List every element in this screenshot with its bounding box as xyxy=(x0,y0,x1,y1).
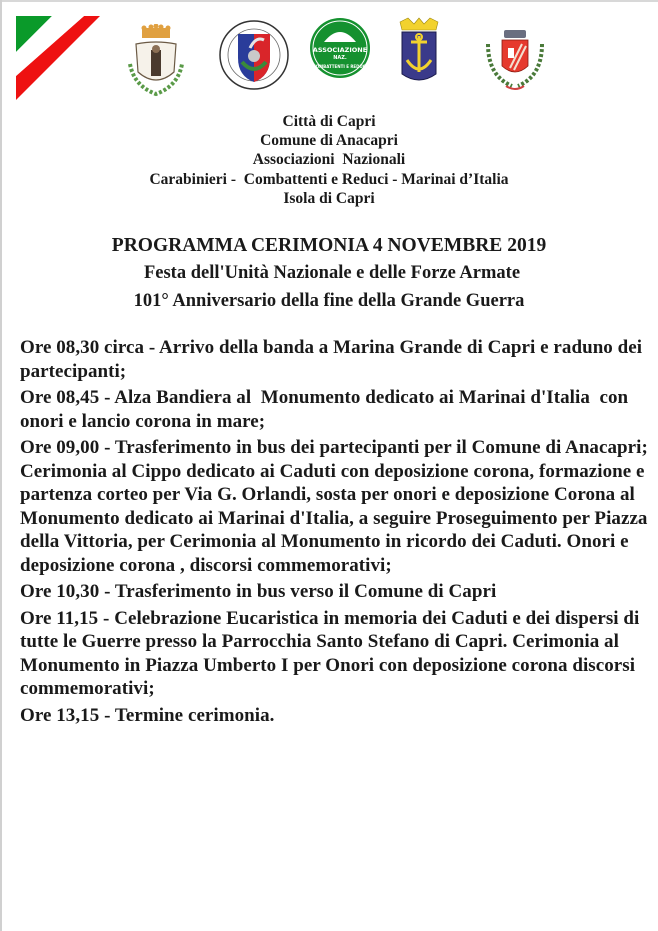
organizers-header xyxy=(0,112,658,208)
schedule-item xyxy=(20,386,650,433)
schedule-item xyxy=(20,704,650,728)
tricolore-ribbon-icon xyxy=(14,14,102,102)
schedule-time: Ore 08,30 circa xyxy=(20,337,145,358)
schedule-item xyxy=(20,436,653,577)
schedule-text: Arrivo della banda a Marina Grande di Capri e raduno dei partecipanti; xyxy=(20,337,647,382)
separator: - xyxy=(99,437,115,458)
header-line-associazioni-nazionali: Associazioni Nazionali xyxy=(252,151,406,169)
schedule-time: Ore 13,15 xyxy=(20,704,100,726)
header-line-comune-di-anacapri: Comune di Anacapri xyxy=(260,132,398,150)
schedule-text: Termine cerimonia. xyxy=(114,704,275,726)
schedule-text: Alza Bandiera al Monumento dedicato ai Marinai d'Italia con onori e lancio corona in mare; xyxy=(20,387,633,432)
schedule-time: Ore 08,45 xyxy=(20,387,100,408)
combattenti-reduci-emblem-icon xyxy=(308,16,372,80)
separator: - xyxy=(99,704,115,726)
header-line-associations-list: Carabinieri - Combattenti e Reduci - Marinai d’Italia xyxy=(149,170,509,188)
marinai-ditalia-emblem-icon xyxy=(394,16,444,88)
title-block xyxy=(0,233,658,315)
combattenti-text-3: COMBATTENTI E REDUCI xyxy=(312,64,368,69)
separator: - xyxy=(98,607,115,629)
page-border-top xyxy=(0,0,658,2)
schedule-text: Celebrazione Eucaristica in memoria dei Caduti e dei dispersi di tutte le Guerre presso la Parrocchia Santo Stefano di Capri. Cerimonia al Monumento in Piazza Umberto I per Onori con deposizione corona discorsi commemorativi; xyxy=(20,607,645,699)
stemma-capri-icon xyxy=(124,24,188,100)
schedule-item xyxy=(20,607,650,701)
page-title: PROGRAMMA CERIMONIA 4 NOVEMBRE 2019 xyxy=(111,235,547,256)
schedule-time: Ore 11,15 xyxy=(20,607,99,629)
schedule-item xyxy=(20,336,650,383)
ceremony-schedule xyxy=(20,336,653,730)
separator: - xyxy=(144,337,159,358)
schedule-text: Trasferimento in bus dei partecipanti per il Comune di Anacapri; Cerimonia al Cippo dedicato ai Caduti con deposizione corona, formazione e partenza corteo per Via G. Orlandi, sosta per onori e deposizione Corona al Monumento dedicato ai Marinai d'Italia, a seguire Proseguimento per Piazza della Vittoria, per Cerimonia al Monumento in ricordo dei Caduti. Onori e deposizione corona , discorsi commemorativi; xyxy=(20,437,653,576)
subtitle-festa: Festa dell'Unità Nazionale e delle Forze Armate xyxy=(143,263,521,283)
separator: - xyxy=(99,581,115,602)
combattenti-text-1: ASSOCIAZIONE xyxy=(312,46,368,54)
separator: - xyxy=(99,387,115,408)
schedule-text: Trasferimento in bus verso il Comune di Capri xyxy=(114,581,497,602)
stemma-anacapri-icon xyxy=(482,26,548,94)
combattenti-text-2: NAZ. xyxy=(333,55,347,61)
subtitle-anniversario: 101° Anniversario della fine della Grande Guerra xyxy=(133,291,525,311)
schedule-time: Ore 09,00 xyxy=(20,437,100,458)
schedule-item xyxy=(20,580,650,604)
carabinieri-emblem-icon xyxy=(214,18,294,92)
schedule-time: Ore 10,30 xyxy=(20,581,100,602)
header-line-citta-di-capri: Città di Capri xyxy=(282,113,376,130)
header-line-isola-di-capri: Isola di Capri xyxy=(283,189,375,207)
